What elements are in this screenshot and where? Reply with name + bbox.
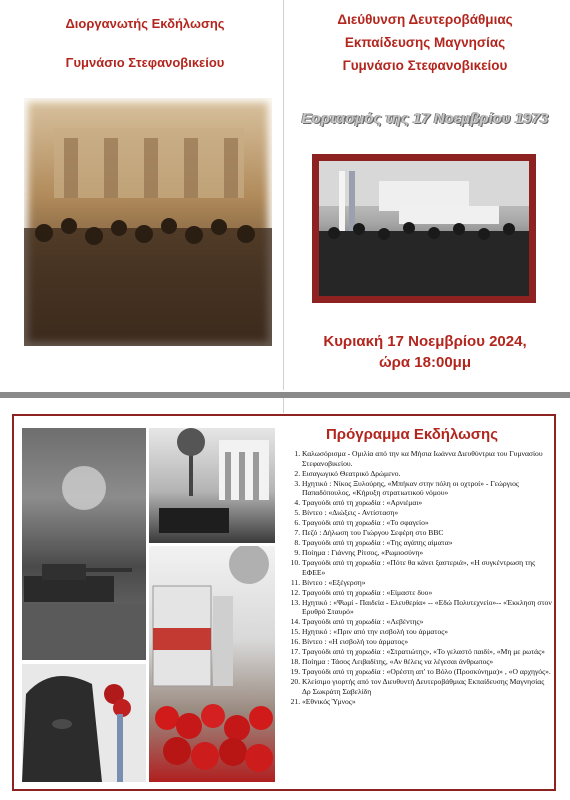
- program-item: 14. Τραγούδι από τη χορωδία : «Λεβέντης»: [302, 617, 552, 627]
- program-item: 21. «Εθνικός Ύμνος»: [302, 697, 552, 707]
- memorial-flowers-photo: [149, 546, 275, 782]
- program-item: 11. Βίντεο : «Εξέγερση»: [302, 578, 552, 588]
- organizer-title: Διοργανωτής Εκδήλωσης: [65, 16, 225, 31]
- program-item: 5. Βίντεο : «Διώξεις - Αντίσταση»: [302, 508, 552, 518]
- program-item: 6. Τραγούδι από τη χορωδία : «Το σφαγείο»: [302, 518, 552, 528]
- framed-photo: [312, 154, 536, 303]
- program-item: 13. Ηχητικό : «Ψωμί - Παιδεία - Ελευθερία» -- «Εδώ Πολυτεχνείο»-- «Έκκληση στον Ερυθρό Σταυρό»: [302, 598, 552, 617]
- program-item: 20. Κλείσιμο γιορτής από τον Διευθυντή Δευτεροβάθμιας Εκπαίδευσης Μαγνησίας Δρ Σωκράτη Σαβελίδη: [302, 677, 552, 696]
- front-panel: [0, 0, 570, 390]
- program-item: 3. Ηχητικό : Νίκος Ξυλούρης, «Μπήκαν στην πόλη οι οχτροί» - Γεώργιος Παπαδόπουλος, «Κήρυξη στρατιωτικού νόμου»: [302, 479, 552, 498]
- program-items: [286, 449, 552, 706]
- program-item: 7. Πεζό : Δήλωση του Γιώργου Σεφέρη στο BBC: [302, 528, 552, 538]
- bw-protest-photo: [319, 161, 529, 296]
- program-item: 17. Τραγούδι από τη χορωδία : «Στρατιώτης», «Το γελαστό παιδί», «Μη με ρωτάς»: [302, 647, 552, 657]
- program-item: 8. Τραγούδι από τη χορωδία : «Της αγάπης αίματα»: [302, 538, 552, 548]
- program-item: 4. Τραγούδι από τη χορωδία : «Αρνιέμαι»: [302, 498, 552, 508]
- inside-fold-divider: [283, 398, 284, 413]
- night-tank-photo: [22, 428, 146, 660]
- organizer-school: Γυμνάσιο Στεφανοβικείου: [65, 55, 225, 70]
- program-list: [286, 449, 552, 707]
- program-item: 15. Ηχητικό : «Πριν από την εισβολή του άρματος»: [302, 627, 552, 637]
- event-title: Εορτασμός της 17 Νοεμβρίου 1973: [301, 110, 549, 127]
- event-time: ώρα 18:00μμ: [378, 354, 472, 371]
- program-item: 2. Εισαγωγικό Θεατρικό Δρώμενο.: [302, 469, 552, 479]
- event-date: Κυριακή 17 Νοεμβρίου 2024,: [323, 333, 527, 350]
- program-item: 18. Ποίημα : Τάσος Λειβαδίτης, «Αν θέλεις να λέγεσαι άνθρωπος»: [302, 657, 552, 667]
- directorate-line-2: Εκπαίδευσης Μαγνησίας: [344, 35, 506, 50]
- fold-divider: [283, 0, 284, 390]
- program-item: 19. Τραγούδι από τη χορωδία : «Ορέστη απ' το Βόλο (Προσκύνημα)» , «Ο αρχηγός».: [302, 667, 552, 677]
- program-item: 12. Τραγούδι από τη χορωδία : «Είμαστε δυο»: [302, 588, 552, 598]
- program-item: 16. Βίντεο : «Η εισβολή του άρματος»: [302, 637, 552, 647]
- program-item: 1. Καλωσόρισμα - Ομιλία από την κα Μήσια Ιωάννα Διευθύντρια του Γυμνασίου Στεφανοβικείου.: [302, 449, 552, 468]
- sepia-protest-photo: [24, 98, 272, 346]
- program-title: Πρόγραμμα Εκδήλωσης: [325, 426, 499, 443]
- program-item: 10. Τραγούδι από τη χορωδία : «Πότε θα κάνει ξαστεριά», «Η συγκέντρωση της ΕΦΕΕ»: [302, 558, 552, 577]
- polytechnic-building-photo: [149, 428, 275, 543]
- directorate-school: Γυμνάσιο Στεφανοβικείου: [342, 58, 508, 73]
- program-item: 9. Ποίημα : Γιάννης Ρίτσος, «Ρωμιοσύνη»: [302, 548, 552, 558]
- statue-face-photo: [22, 664, 146, 782]
- directorate-line-1: Διεύθυνση Δευτεροβάθμιας: [337, 12, 513, 27]
